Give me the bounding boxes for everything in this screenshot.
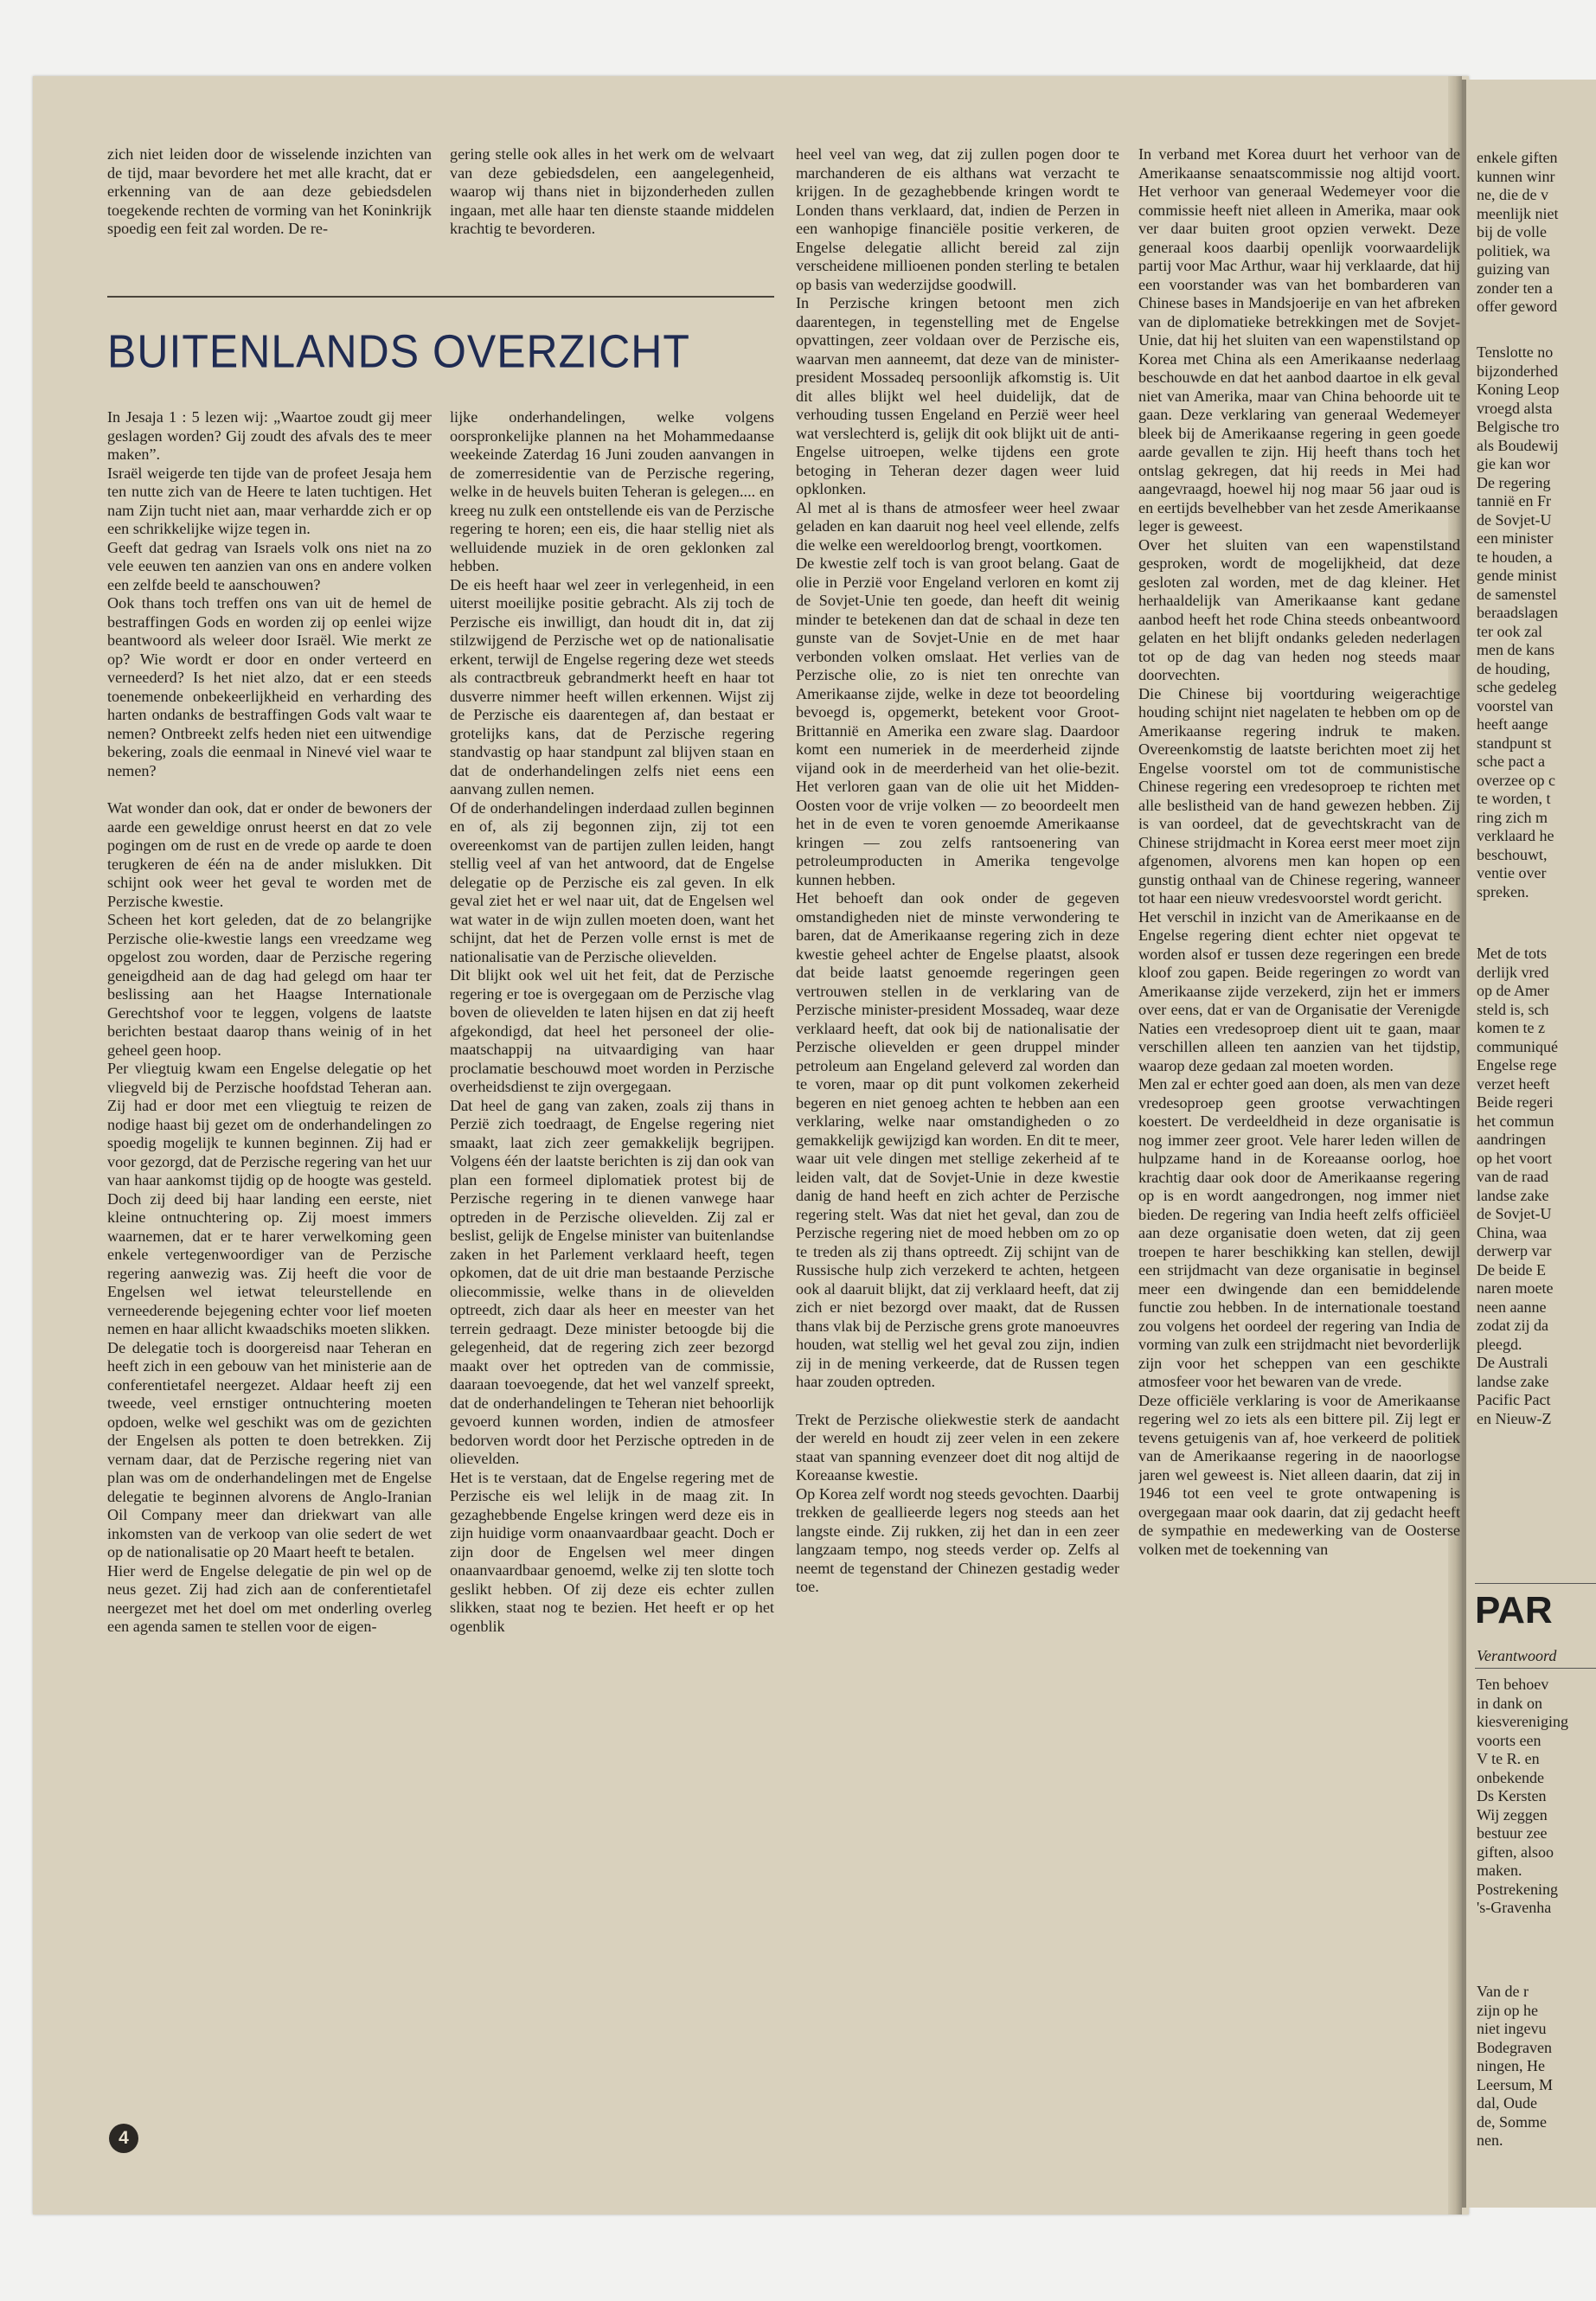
text-line: naren moete: [1477, 1279, 1554, 1297]
text-line: ne, die de v: [1477, 186, 1548, 203]
next-page-edge: [1462, 80, 1596, 2208]
paragraph: Of de onderhandelingen inderdaad zullen beginnen en of, als zij begonnen zijn, zij tot een overeenkomst van de partijen zullen leiden, hangt stellig veel af van het antwoord, dat de Engelse delegatie op de Perzische eis zal geven. In elk geval ziet het er wel naar uit, dat de Engelsen wel wat water in de wijn zullen moeten doen, want het schijnt, dat het de Perzen volle ernst is met de nationalisatie van de Perzische olievelden.: [450, 798, 774, 965]
text-line: Koning Leop: [1477, 381, 1560, 398]
paragraph: Wat wonder dan ook, dat er onder de bewoners der aarde een geweldige onrust heerst en dat zo vele pogingen om de rust en de vrede op aarde te doen terugkeren de één na de ander mislukken. Dit schijnt ook weer het geval te worden met de Perzische kwestie.: [107, 799, 432, 910]
text-line: kiesvereniging: [1477, 1713, 1568, 1730]
text-line: vroegd alsta: [1477, 399, 1553, 417]
text-line: het commun: [1477, 1112, 1554, 1130]
paragraph: Het verschil in inzicht van de Amerikaanse en de Engelse regering dient echter niet opgevat te worden alsof er tussen deze regeringen een brede kloof zou gapen. Beide regeringen zo wordt van Amerikaanse zijde verzekerd, zijn het er immers over eens, dat er van de Organisatie der Verenigde Naties een vredesoproep dient uit te gaan, maar verschillen alleen ten aanzien van het tijdstip, waarop deze gedaan zal moeten worden.: [1138, 907, 1460, 1074]
text-line: bij de volle: [1477, 223, 1547, 240]
text-line: voorts een: [1477, 1731, 1542, 1749]
text-line: guizing van: [1477, 260, 1550, 278]
text-line: China, waa: [1477, 1223, 1547, 1241]
text-line: Belgische tro: [1477, 418, 1560, 435]
text-line: ningen, He: [1477, 2057, 1545, 2074]
paragraph: De kwestie zelf toch is van groot belang. Gaat de olie in Perzië voor Engeland verloren en komt zij de Sovjet-Unie ten goede, dan heeft dit weinig minder te betekenen dan dat de schaal in deze ten gunste van de Sovjet-Unie en de met haar verbonden volken omslaat. Het verlies van de Perzische olie, zo is niet ten onrechte van Amerikaanse zijde, welke in deze tot beoordeling bevoegd is, opgemerkt, betekent voor Groot-Brittannië en Amerika een zware slag. Daardoor komt een numeriek in de meerderheid zijnde vijand ook in de meerderheid van het olie-bezit. Het verloren gaan van de olie uit het Midden-Oosten voor de vrije volken — zo beoordeelt men het in de even te voren genoemde Amerikaanse kringen — zou zelfs rantsoenering van petroleumproducten in Amerika tengevolge kunnen hebben.: [796, 554, 1119, 888]
text-line: landse zake: [1477, 1186, 1549, 1204]
paragraph: Het behoeft dan ook onder de gegeven omstandigheden niet de minste verwondering te baren, dat de Amerikaanse regering zich in deze kwestie geheel achter de Engelse plaatst, alsook dat beide laatst genoemde regeringen geen vertrouwen stellen in de verklaring van de Perzische minister-president Mossadeq, waar deze verklaard heeft, dat ook bij de nationalisatie der Perzische olievelden er geen druppel minder petroleum aan Engeland geleverd zal worden dan te voren, maar op dit punt volkomen zekerheid begeren en niet genoeg achten te hebben aan een verklaring, welke naar omstandigheden o zo gemakkelijk gewijzigd kan worden. En dit te meer, waar uit vele dingen met stellige zekerheid af te leiden valt, dat de Sovjet-Unie in deze kwestie danig de hand heeft en zich achter de Perzische regering stelt. Was dat niet het geval, dan zou de Perzische regering niet de moed hebben om zo op te treden als zij thans optreedt. Zij schijnt van de Russische hulp zich verzekerd te achten, hetgeen ook al daaruit blijkt, dat zij verklaard heeft, dat zij zich er niet bezorgd over maakt, dat de Russen thans vlak bij de Perzische grens grote manoeuvres houden, wat stellig wel het geval zou zijn, indien zij in de mening verkeerde, dat de Russen tegen haar zouden optreden.: [796, 889, 1119, 1390]
text-line: landse zake: [1477, 1372, 1549, 1390]
paragraph: Op Korea zelf wordt nog steeds gevochten. Daarbij trekken de geallieerde legers nog steeds aan het langste einde. Zij rukken, zij het dan in een zeer langzaam tempo, nog steeds verder op. Zelfs al neemt de tegenstand der Chinezen gestadig weder toe.: [796, 1484, 1119, 1595]
text-line: en Nieuw-Z: [1477, 1409, 1552, 1427]
text-line: de houding,: [1477, 659, 1550, 677]
paragraph: lijke onderhandelingen, welke volgens oorspronkelijke plannen na het Mohammedaanse weekeinde Zaterdag 16 Juni zouden aanvangen in de zomerresidentie van de Perzische regering, welke in de heuvels buiten Teheran is gelegen.... en kreeg nu zulk een ontstellende eis van de Perzische regering te horen; een eis, die haar stellig niet als welluidende muziek in de oren geklonken zal hebben.: [450, 408, 774, 574]
text-line: de samenstel: [1477, 585, 1557, 603]
paragraph: Hier werd de Engelse delegatie de pin wel op de neus gezet. Zij had zich aan de conferentietafel neergezet met het doel om met onderling overleg een agenda samen te stellen voor de eigen-: [107, 1561, 432, 1635]
text-line: enkele giften: [1477, 149, 1558, 166]
paragraph: Dit blijkt ook wel uit het feit, dat de Perzische regering er toe is overgegaan om de Perzische vlag boven de olievelden te laten hijsen en dat zij heeft afgekondigd, dat heel het personeel der olie-maatschappij na uitvaardiging van haar proclamatie beschouwd moet worden in Perzische overheidsdienst te zijn overgegaan.: [450, 966, 774, 1095]
text-line: men de kans: [1477, 641, 1554, 658]
paragraph: Per vliegtuig kwam een Engelse delegatie op het vliegveld bij de Perzische hoofdstad Teheran aan. Zij had er door met een vliegtuig te reizen de nodige haast bij gezet om de onderhandelingen zo spoedig mogelijk te kunnen beginnen. Zij had er voor gezorgd, dat de Perzische regering van het uur van haar aankomst tijdig op de hoogte was gesteld. Doch zij deed bij haar landing een eerste, niet kleine ontnuchtering op. Zij moest immers waarnemen, dat er te harer verwelkoming geen enkele vertegenwoordiger van de Perzische regering aanwezig was. Zij heeft die voor de Engelsen wel ietwat teleurstellende en verneederende bejegening echter voor lief moeten nemen en haar allicht kwaadschiks moeten slikken.: [107, 1060, 432, 1337]
paragraph: De delegatie toch is doorgereisd naar Teheran en heeft zich in een gebouw van het ministerie aan de conferentietafel neergezet. Aldaar heeft zij een tweede, veel ernstiger ontnuchtering moeten opdoen, welke wel geschikt was om de gezichten der Engelsen als potten te doen betrekken. Zij vernam daar, dat de Perzische regering niet van plan was om de onderhandelingen met de Engelse delegatie te beginnen alvorens de Anglo-Iranian Oil Company meer dan driekwart van alle inkomsten van de verkoop van olie sedert de wet op de nationalisatie op 20 Maart heeft te betalen.: [107, 1338, 432, 1561]
col1-article: [107, 408, 432, 1637]
text-line: 's-Gravenha: [1477, 1899, 1552, 1916]
page-number: 4: [109, 2124, 138, 2153]
paragraph: Trekt de Perzische oliekwestie sterk de aandacht der wereld en houdt zij zeer velen in een zekere staat van spanning evenzeer doet dit nog altijd de Koreaanse kwestie.: [796, 1410, 1119, 1484]
text-line: meenlijk niet: [1477, 204, 1559, 222]
text-line: Ten behoev: [1477, 1676, 1549, 1693]
text-line: Met de tots: [1477, 945, 1547, 962]
text-line: pleegd.: [1477, 1335, 1522, 1353]
text-line: zijn op he: [1477, 2001, 1538, 2019]
next-page-column-c: [1477, 945, 1596, 1428]
paragraph: Die Chinese bij voortduring weigerachtige houding schijnt niet nagelaten te hebben om op de Amerikaanse regering indruk te maken. Overeenkomstig de laatste berichten moet zij het Engelse voorstel om tot de communistische Chinese regering een vredesoproep te richten met alle beslistheid van de hand gewezen hebben. Zij is van oordeel, dat de gevechtskracht van de Chinese strijdmacht in Korea eerst meer moet zijn afgenomen, alvorens men kan hopen op een gunstig onthaal van de Chinese regering, wanneer tot haar een nieuw vredesvoorstel wordt gericht.: [1138, 684, 1460, 907]
text-line: de Sovjet-U: [1477, 1205, 1552, 1222]
text-line: politiek, wa: [1477, 241, 1550, 260]
paragraph: Deze officiële verklaring is voor de Amerikaanse regering wel zo iets als een bittere pil. Zij legt er tevens getuigenis van af, hoe verkeerd de politiek van de Amerikaanse regering in de naoorlogse jaren wel geweest is. Niet alleen daarin, dat zij in 1946 tot een veel te grote ontwapening is overgegaan maar ook daarin, dat zij gedacht heeft de sympathie en medewerking van de Oosterse volken met de toekenning van: [1138, 1391, 1460, 1558]
text-line: De Australi: [1477, 1354, 1548, 1371]
section-headline: BUITENLANDS OVERZICHT: [107, 325, 690, 378]
paragraph: Men zal er echter goed aan doen, als men van deze vredesoproep geen grootse verwachtingen koestert. De verdeeldheid in deze organisatie is nog immer zeer groot. Vele harer leden willen de hulpzame hand in de Koreaanse oorlog, hoe krachtig daar ook door de Amerikaanse regering op is en wordt aangedrongen, nog immer niet bieden. De regering van India heeft zelfs officiëel aan deze organisatie doen weten, dat zij geen troepen te harer beschikking kan stellen, dewijl een strijdmacht van deze organisatie in beginsel meer een dwingende dan een bemiddelende functie zou hebben. In de internationale toestand zou volgens het oordeel der regering van India de vorming van zulk een strijdmacht niet bevorderlijk zijn voor het scheppen van een geschikte atmosfeer voor het bewaren van de vrede.: [1138, 1075, 1460, 1390]
paragraph: Dat heel de gang van zaken, zoals zij thans in Perzië zich toedraagt, de Engelse regering niet smaakt, laat zich zeer gemakkelijk begrijpen. Volgens één der laatste berichten is zij dan ook van plan een formeel diplomatiek protest bij de Perzische regering in te dienen vanwege haar optreden in de Perzische olievelden. Zij zal er beslist, gelijk de Engelse minister van buitenlandse zaken in het Parlement verklaard heeft, tegen opkomen, dat de uit drie man bestaande Perzische oliecommissie, welke thans in de olievelden optreedt, zich daar als heer en meester van het terrein gedraagt. Deze minister betoogde bij die gelegenheid, dat de regering zich zeer bezorgd maakt over het optreden van de commissie, daaraan toevoegende, dat het wel vanzelf spreekt, dat de onderhandelingen te Teheran niet behoorlijk gevoerd kunnen worden, indien de atmosfeer bedorven wordt door het Perzische optreden in de olievelden.: [450, 1096, 774, 1467]
col3-article: [796, 145, 1119, 1597]
text-line: op de Amer: [1477, 982, 1549, 999]
paragraph: Scheen het kort geleden, dat de zo belangrijke Perzische olie-kwestie langs een vreedzame weg opgelost zou worden, daar de Perzische regering geneigdheid aan de dag had gelegd om haar ter beslissing aan het Haagse Internationale Gerechtshof voor te leggen, volgens de laatste berichten bestaat daarop thans weinig of in het geheel geen hoop.: [107, 911, 432, 1059]
next-page-column-b: [1477, 343, 1596, 901]
text-line: V te R. en: [1477, 1750, 1540, 1767]
col2-article: [450, 408, 774, 1636]
text-line: zonder ten a: [1477, 279, 1553, 297]
text-line: aandringen: [1477, 1131, 1546, 1148]
text-line: verklaard he: [1477, 827, 1554, 844]
col1-top-text: [107, 145, 432, 239]
text-line: De beide E: [1477, 1260, 1546, 1279]
text-line: communiqué: [1477, 1037, 1558, 1055]
text-line: ring zich m: [1477, 808, 1548, 826]
text-line: dal, Oude: [1477, 2094, 1537, 2112]
next-page-column-e: [1477, 1983, 1596, 2150]
text-line: standpunt st: [1477, 734, 1552, 752]
text-line: niet ingevu: [1477, 2020, 1547, 2037]
text-line: in dank on: [1477, 1694, 1542, 1712]
text-line: de, Somme: [1477, 2112, 1547, 2131]
section-divider: [107, 296, 774, 298]
text-line: gende minist: [1477, 567, 1557, 584]
text-line: sche pact a: [1477, 753, 1545, 770]
text-line: Pacific Pact: [1477, 1391, 1551, 1408]
text-line: derwerp var: [1477, 1242, 1552, 1259]
text-line: Engelse rege: [1477, 1056, 1557, 1074]
paragraph: Israël weigerde ten tijde van de profeet Jesaja hem ten nutte zich van de Heere te laten tuchtigen. Het nam Zijn tucht niet aan, maar verhardde zich er op een schrikkelijke wijze tegen in.: [107, 464, 432, 537]
text-line: ter ook zal: [1477, 622, 1542, 640]
text-line: tannië en Fr: [1477, 492, 1551, 510]
text-line: De regering: [1477, 473, 1551, 491]
text-line: sche gedeleg: [1477, 678, 1557, 695]
text-line: offer geword: [1477, 298, 1558, 315]
text-line: de Sovjet-U: [1477, 510, 1552, 529]
text-line: bestuur zee: [1477, 1824, 1548, 1842]
text-line: neen aanne: [1477, 1298, 1547, 1316]
col1-top-paragraph: zich niet leiden door de wisselende inzichten van de tijd, maar bevordere het met alle kracht, dat er erkenning van de aan deze gebiedsdelen toegekende rechten de vorming van het Koninkrijk spoedig een feit zal worden. De re-: [107, 145, 432, 237]
paragraph: In Jesaja 1 : 5 lezen wij: „Waartoe zoudt gij meer geslagen worden? Gij zoudt des afvals des te meer maken”.: [107, 408, 432, 463]
text-line: overzee op c: [1477, 771, 1555, 789]
col2-top-paragraph: gering stelle ook alles in het werk om de welvaart van deze gebiedsdelen, een aangelegenheid, waarop wij thans niet in bijzonderheden zullen ingaan, met alle haar ten dienste staande middelen krachtig te bevorderen.: [450, 145, 774, 237]
next-page-rule: [1475, 1668, 1596, 1669]
text-line: maken.: [1477, 1862, 1522, 1879]
text-line: voorstel van: [1477, 696, 1554, 715]
text-line: zodat zij da: [1477, 1317, 1548, 1334]
text-line: steld is, sch: [1477, 1000, 1549, 1018]
text-line: bijzonderhed: [1477, 362, 1558, 380]
text-line: te houden, a: [1477, 548, 1553, 566]
text-line: onbekende: [1477, 1768, 1544, 1786]
text-line: verzet heeft: [1477, 1074, 1550, 1093]
next-page-heading: PAR: [1475, 1589, 1553, 1631]
text-line: giften, alsoo: [1477, 1843, 1554, 1861]
text-line: als Boudewij: [1477, 436, 1559, 454]
paragraph: Ook thans toch treffen ons van uit de hemel de bestraffingen Gods en worden zij op eenlei wijze beantwoord als weleer door Israël. Wie merkt ze op? Wie wordt er door en onder verteerd en verneederd? Is het niet alzo, dat er een steeds toenemende onbekeerlijkheid en verharding des harten ondanks de bestraffingen Gods valt waar te nemen? Ontbreekt zelfs heden niet een uitwendige bekering, zoals die eenmaal in Ninevé viel waar te nemen?: [107, 594, 432, 779]
text-line: Beide regeri: [1477, 1093, 1554, 1111]
text-line: Van de r: [1477, 1983, 1529, 2000]
next-page-column-a: [1477, 149, 1596, 317]
text-line: Leersum, M: [1477, 2075, 1553, 2093]
text-line: te worden, t: [1477, 790, 1551, 807]
text-line: gie kan wor: [1477, 455, 1550, 472]
text-line: Tenslotte no: [1477, 343, 1554, 361]
paragraph: Al met al is thans de atmosfeer weer heel zwaar geladen en kan daaruit nog heel veel ellende, zelfs die welke een wereldoorlog brengt, voortkomen.: [796, 498, 1119, 554]
text-line: beraadslagen: [1477, 604, 1558, 621]
paragraph: Het is te verstaan, dat de Engelse regering met de Perzische eis wel lelijk in de maag zit. In gezaghebbende Engelse kringen werd deze eis in zijn huidige vorm onaanvaardbaar geacht. Doch er zijn door de Engelsen wel meer dingen onaanvaardbaar genoemd, welke zij ten slotte toch geslikt hebben. Of zij deze eis echter zullen slikken, staat nog te bezien. Het heeft er op het ogenblik: [450, 1468, 774, 1635]
text-line: beschouwt,: [1477, 845, 1548, 863]
next-page-subheading: Verantwoord: [1477, 1647, 1557, 1664]
text-line: van de raad: [1477, 1168, 1548, 1185]
text-line: spreken.: [1477, 882, 1529, 901]
col2-top-text: [450, 145, 774, 239]
paragraph: In verband met Korea duurt het verhoor van de Amerikaanse senaatscommissie nog altijd voort. Het verhoor van generaal Wedemeyer voor die commissie heeft niet alleen in Amerika, maar ook ver daar buiten groot opzien verwekt. Deze generaal koos daarbij openlijk voorwaardelijk partij voor Mac Arthur, waar hij verklaarde, dat hij een voorstander was van het bombarderen van Chinese bases in Mandsjoerije en van het afbreken van de diplomatieke betrekkingen met de Sovjet-Unie, dat hij het sluiten van een wapenstilstand op Korea met China als een Amerikaanse nederlaag beschouwde en dat het aanbod daartoe in elk geval niet van Amerika, maar van China behoorde uit te gaan. Deze verklaring van generaal Wedemeyer bleek bij de Amerikaanse regering in geen goede aarde gevallen te zijn. Hij heeft thans toch het ontslag gekregen, dat hij reeds in Mei had aangevraagd, hoewel hij nog maar 56 jaar oud is en eertijds bevelhebber van het zesde Amerikaanse leger is geweest.: [1138, 145, 1460, 535]
text-line: op het voort: [1477, 1149, 1552, 1167]
text-line: een minister: [1477, 529, 1554, 547]
paragraph: Over het sluiten van een wapenstilstand gesproken, wordt de mogelijkheid, dat deze gesloten zal worden, met de dag kleiner. Het herhaaldelijk van Amerikaanse kant gedane aanbod heeft het rode China steeds onbeantwoord gelaten en het blijft ondanks geleden nederlagen tot op de dag van heden nog steeds maar doorvechten.: [1138, 535, 1460, 683]
text-line: komen te z: [1477, 1019, 1545, 1036]
text-line: derlijk vred: [1477, 963, 1549, 981]
text-line: Wij zeggen: [1477, 1805, 1548, 1823]
next-page-rule: [1475, 1583, 1596, 1584]
next-page-column-d: [1477, 1676, 1596, 1918]
text-line: heeft aange: [1477, 715, 1548, 733]
col4-article: [1138, 145, 1460, 1559]
text-line: Postrekening: [1477, 1880, 1558, 1898]
paragraph: De eis heeft haar wel zeer in verlegenheid, in een uiterst moeilijke positie gebracht. Als zij toch de Perzische eis inwilligt, dan houdt dit in, dat zij stilzwijgend de Perzische wet op de nationalisatie erkent, terwijl de Engelse regering deze wet steeds als contractbreuk gebrandmerkt heeft en haar tot dusverre nimmer heeft willen erkennen. Wijst zij de Perzische eis daarentegen af, dan bestaat er grotelijks kans, dat de Perzische regering standvastig op haar standpunt zal blijven staan en dat de onderhandelingen zelfs niet eens een aanvang zullen nemen.: [450, 575, 774, 798]
text-line: ventie over: [1477, 864, 1547, 881]
text-line: Ds Kersten: [1477, 1787, 1547, 1804]
paragraph: In Perzische kringen betoont men zich daarentegen, in tegenstelling met de Engelse opvattingen, zeer voldaan over de Perzische eis, waarvan men aanneemt, dat deze van de minister-president Mossadeq persoonlijk afkomstig is. Uit dit alles blijkt wel heel duidelijk, dat de verhouding tussen Engeland en Perzië weer heel wat verslechterd is, gelijk dit ook blijkt uit de anti-Engelse uitroepen, welke tijdens een grote betoging in Teheran dezer dagen weer luid opklonken.: [796, 294, 1119, 497]
paragraph: heel veel van weg, dat zij zullen pogen door te marchanderen de eis althans wat verzacht te krijgen. In de gezaghebbende kringen wordt te Londen thans verklaard, dat, indien de Perzen in een wanhopige financiële positie verkeren, de Engelse delegatie allicht bereid zal zijn verscheidene millioenen ponden sterling te betalen op basis van wederzijdse goodwill.: [796, 145, 1119, 293]
text-line: Bodegraven: [1477, 2038, 1552, 2056]
text-line: nen.: [1477, 2131, 1503, 2149]
paragraph: Geeft dat gedrag van Israels volk ons niet na zo vele eeuwen ten aanzien van ons en andere volken een zelfde beeld te aanschouwen?: [107, 538, 432, 593]
text-line: kunnen winr: [1477, 167, 1555, 185]
